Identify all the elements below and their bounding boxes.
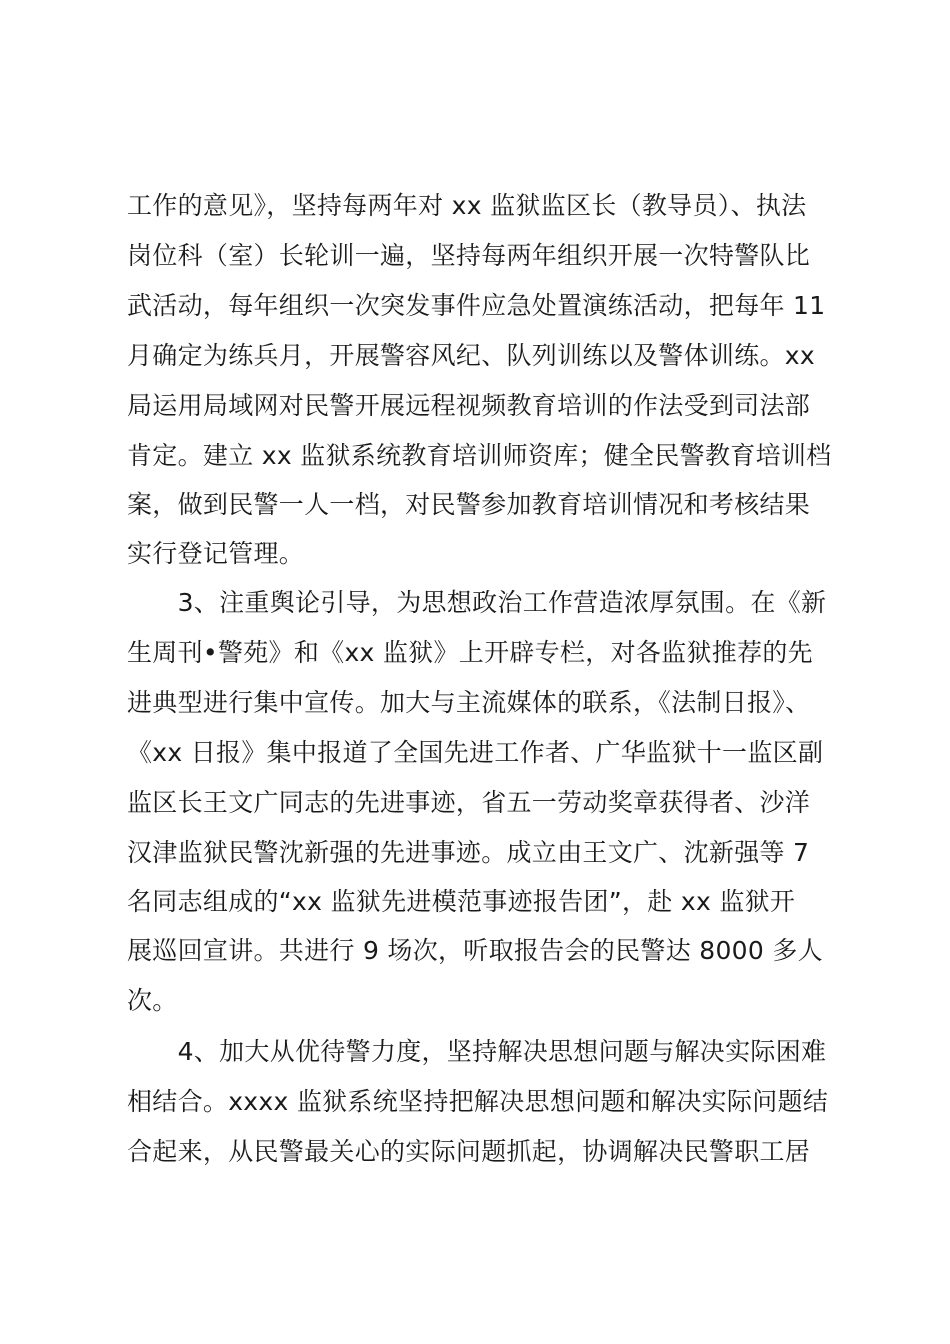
text-line: 3、注重舆论引导，为思想政治工作营造浓厚氛围。在《新 bbox=[127, 588, 827, 617]
text-line: 局运用局域网对民警开展远程视频教育培训的作法受到司法部 bbox=[127, 391, 811, 420]
text-line: 名同志组成的“xx 监狱先进模范事迹报告团”，赴 xx 监狱开 bbox=[127, 887, 796, 916]
text-line: 实行登记管理。 bbox=[127, 539, 305, 568]
text-line: 展巡回宣讲。共进行 9 场次，听取报告会的民警达 8000 多人 bbox=[127, 936, 823, 965]
text-line: 次。 bbox=[127, 986, 178, 1015]
text-line: 肯定。建立 xx 监狱系统教育培训师资库；健全民警教育培训档 bbox=[127, 441, 832, 470]
text-line: 生周刊•警苑》和《xx 监狱》上开辟专栏，对各监狱推荐的先 bbox=[127, 638, 813, 667]
text-line: 相结合。xxxx 监狱系统坚持把解决思想问题和解决实际问题结 bbox=[127, 1087, 829, 1116]
text-line: 4、加大从优待警力度，坚持解决思想问题与解决实际困难 bbox=[127, 1037, 827, 1066]
text-line: 月确定为练兵月，开展警容风纪、队列训练以及警体训练。xx bbox=[127, 341, 815, 370]
text-line: 合起来，从民警最关心的实际问题抓起，协调解决民警职工居 bbox=[127, 1137, 811, 1166]
text-line: 《xx 日报》集中报道了全国先进工作者、广华监狱十一监区副 bbox=[127, 738, 824, 767]
text-line: 案，做到民警一人一档，对民警参加教育培训情况和考核结果 bbox=[127, 490, 811, 519]
text-line: 岗位科（室）长轮训一遍，坚持每两年组织开展一次特警队比 bbox=[127, 241, 811, 270]
text-line: 监区长王文广同志的先进事迹，省五一劳动奖章获得者、沙洋 bbox=[127, 788, 811, 817]
text-line: 汉津监狱民警沈新强的先进事迹。成立由王文广、沈新强等 7 bbox=[127, 838, 810, 867]
text-line: 武活动，每年组织一次突发事件应急处置演练活动，把每年 11 bbox=[127, 291, 826, 320]
text-line: 进典型进行集中宣传。加大与主流媒体的联系，《法制日报》、 bbox=[127, 688, 811, 717]
text-line: 工作的意见》，坚持每两年对 xx 监狱监区长（教导员）、执法 bbox=[127, 191, 807, 220]
